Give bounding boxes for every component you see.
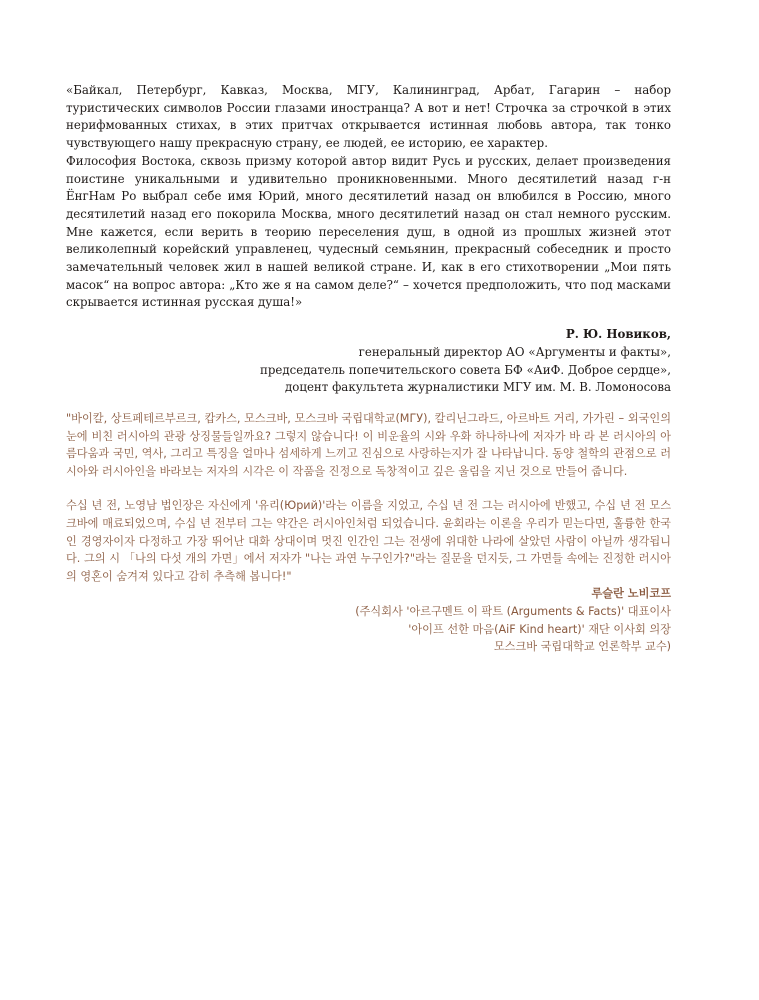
- russian-signature-line-2: председатель попечительского совета БФ «АиФ. Доброе сердце»,: [259, 362, 671, 377]
- russian-signature-name: Р. Ю. Новиков,: [565, 327, 671, 342]
- korean-signature-name: 루슬란 노비코프: [591, 587, 671, 601]
- korean-signature-line-2: '아이프 선한 마음(AiF Kind heart)' 재단 이사회 의장: [408, 622, 671, 636]
- russian-paragraph-2: Философия Востока, сквозь призму которой автор видит Русь и русских, делает произведения поистине уникальными и удивительно проникновенными. Много десятилетий назад г-н ЁнгНам Ро выбрал себе имя Юрий, много десятилетий назад он влюбился в Россию, много десятилетий назад его покорила Москва, много десятилетий назад он стал немного русским. Мне кажется, если верить в теорию переселения душ, в одной из прошлых жизней этот великолепный корейский управленец, чудесный семьянин, прекрасный собеседник и просто замечательный человек жил в нашей великой стране. И, как в его стихотворении „Мои пять масок“ на вопрос автора: „Кто же я на самом деле?“ – хочется предположить, что под масками скрывается истинная русская душа!»: [66, 153, 671, 310]
- russian-testimonial: [66, 82, 671, 397]
- korean-paragraph-2: 수십 년 전, 노영남 법인장은 자신에게 '유리(Юрий)'라는 이름을 지었고, 수십 년 전 그는 러시아에 반했고, 수십 년 전 모스크바에 매료되었으며, 수십 년 전부터 그는 약간은 러시아인처럼 되었습니다. 윤회라는 이론을 우리가 믿는다면, 훌륭한 한국인 경영자이자 다정하고 가장 뛰어난 대화 상대이며 멋진 인간인 그는 전생에 위대한 나라에 살았던 사람이 아닐까 생각됩니다. 그의 시 「나의 다섯 개의 가면」에서 저자가 "나는 과연 누구인가?"라는 질문을 던지듯, 그 가면들 속에는 진정한 러시아의 영혼이 숨겨져 있다고 감히 추측해 봅니다!": [66, 499, 671, 583]
- russian-signature-line-3: доцент факультета журналистики МГУ им. М. В. Ломоносова: [285, 380, 671, 395]
- russian-signature: [66, 326, 671, 397]
- korean-signature-line-3: 모스크바 국립대학교 언론학부 교수): [493, 640, 671, 654]
- korean-signature-line-1: (주식회사 '아르구멘트 이 팍트 (Arguments & Facts)' 대표이사: [355, 604, 671, 618]
- korean-testimonial: [66, 410, 671, 656]
- korean-paragraph-1: "바이칼, 상트페테르부르크, 캅카스, 모스크바, 모스크바 국립대학교(МГУ), 칼리닌그라드, 아르바트 거리, 가가린 – 외국인의 눈에 비친 러시아의 관광 상징물들일까요? 그렇지 않습니다! 이 비운율의 시와 우화 하나하나에 저자가 바 라 본 러시아의 아름다움과 국민, 역사, 그리고 특징을 얼마나 섬세하게 느끼고 진심으로 사랑하는지가 잘 나타납니다. 동양 철학의 관점으로 러시아와 러시아인을 바라보는 저자의 시각은 이 작품을 진정으로 독창적이고 깊은 울림을 지닌 것으로 만들어 줍니다.: [66, 412, 671, 478]
- russian-paragraph-1: «Байкал, Петербург, Кавказ, Москва, МГУ, Калининград, Арбат, Гагарин – набор туристических символов России глазами иностранца? А вот и нет! Строчка за строчкой в этих нерифмованных стихах, в этих притчах открывается истинная любовь автора, так тонко чувствующего нашу прекрасную страну, ее людей, ее историю, ее характер.: [66, 83, 671, 151]
- korean-signature: [66, 585, 671, 655]
- russian-signature-line-1: генеральный директор АО «Аргументы и факты»,: [358, 344, 671, 359]
